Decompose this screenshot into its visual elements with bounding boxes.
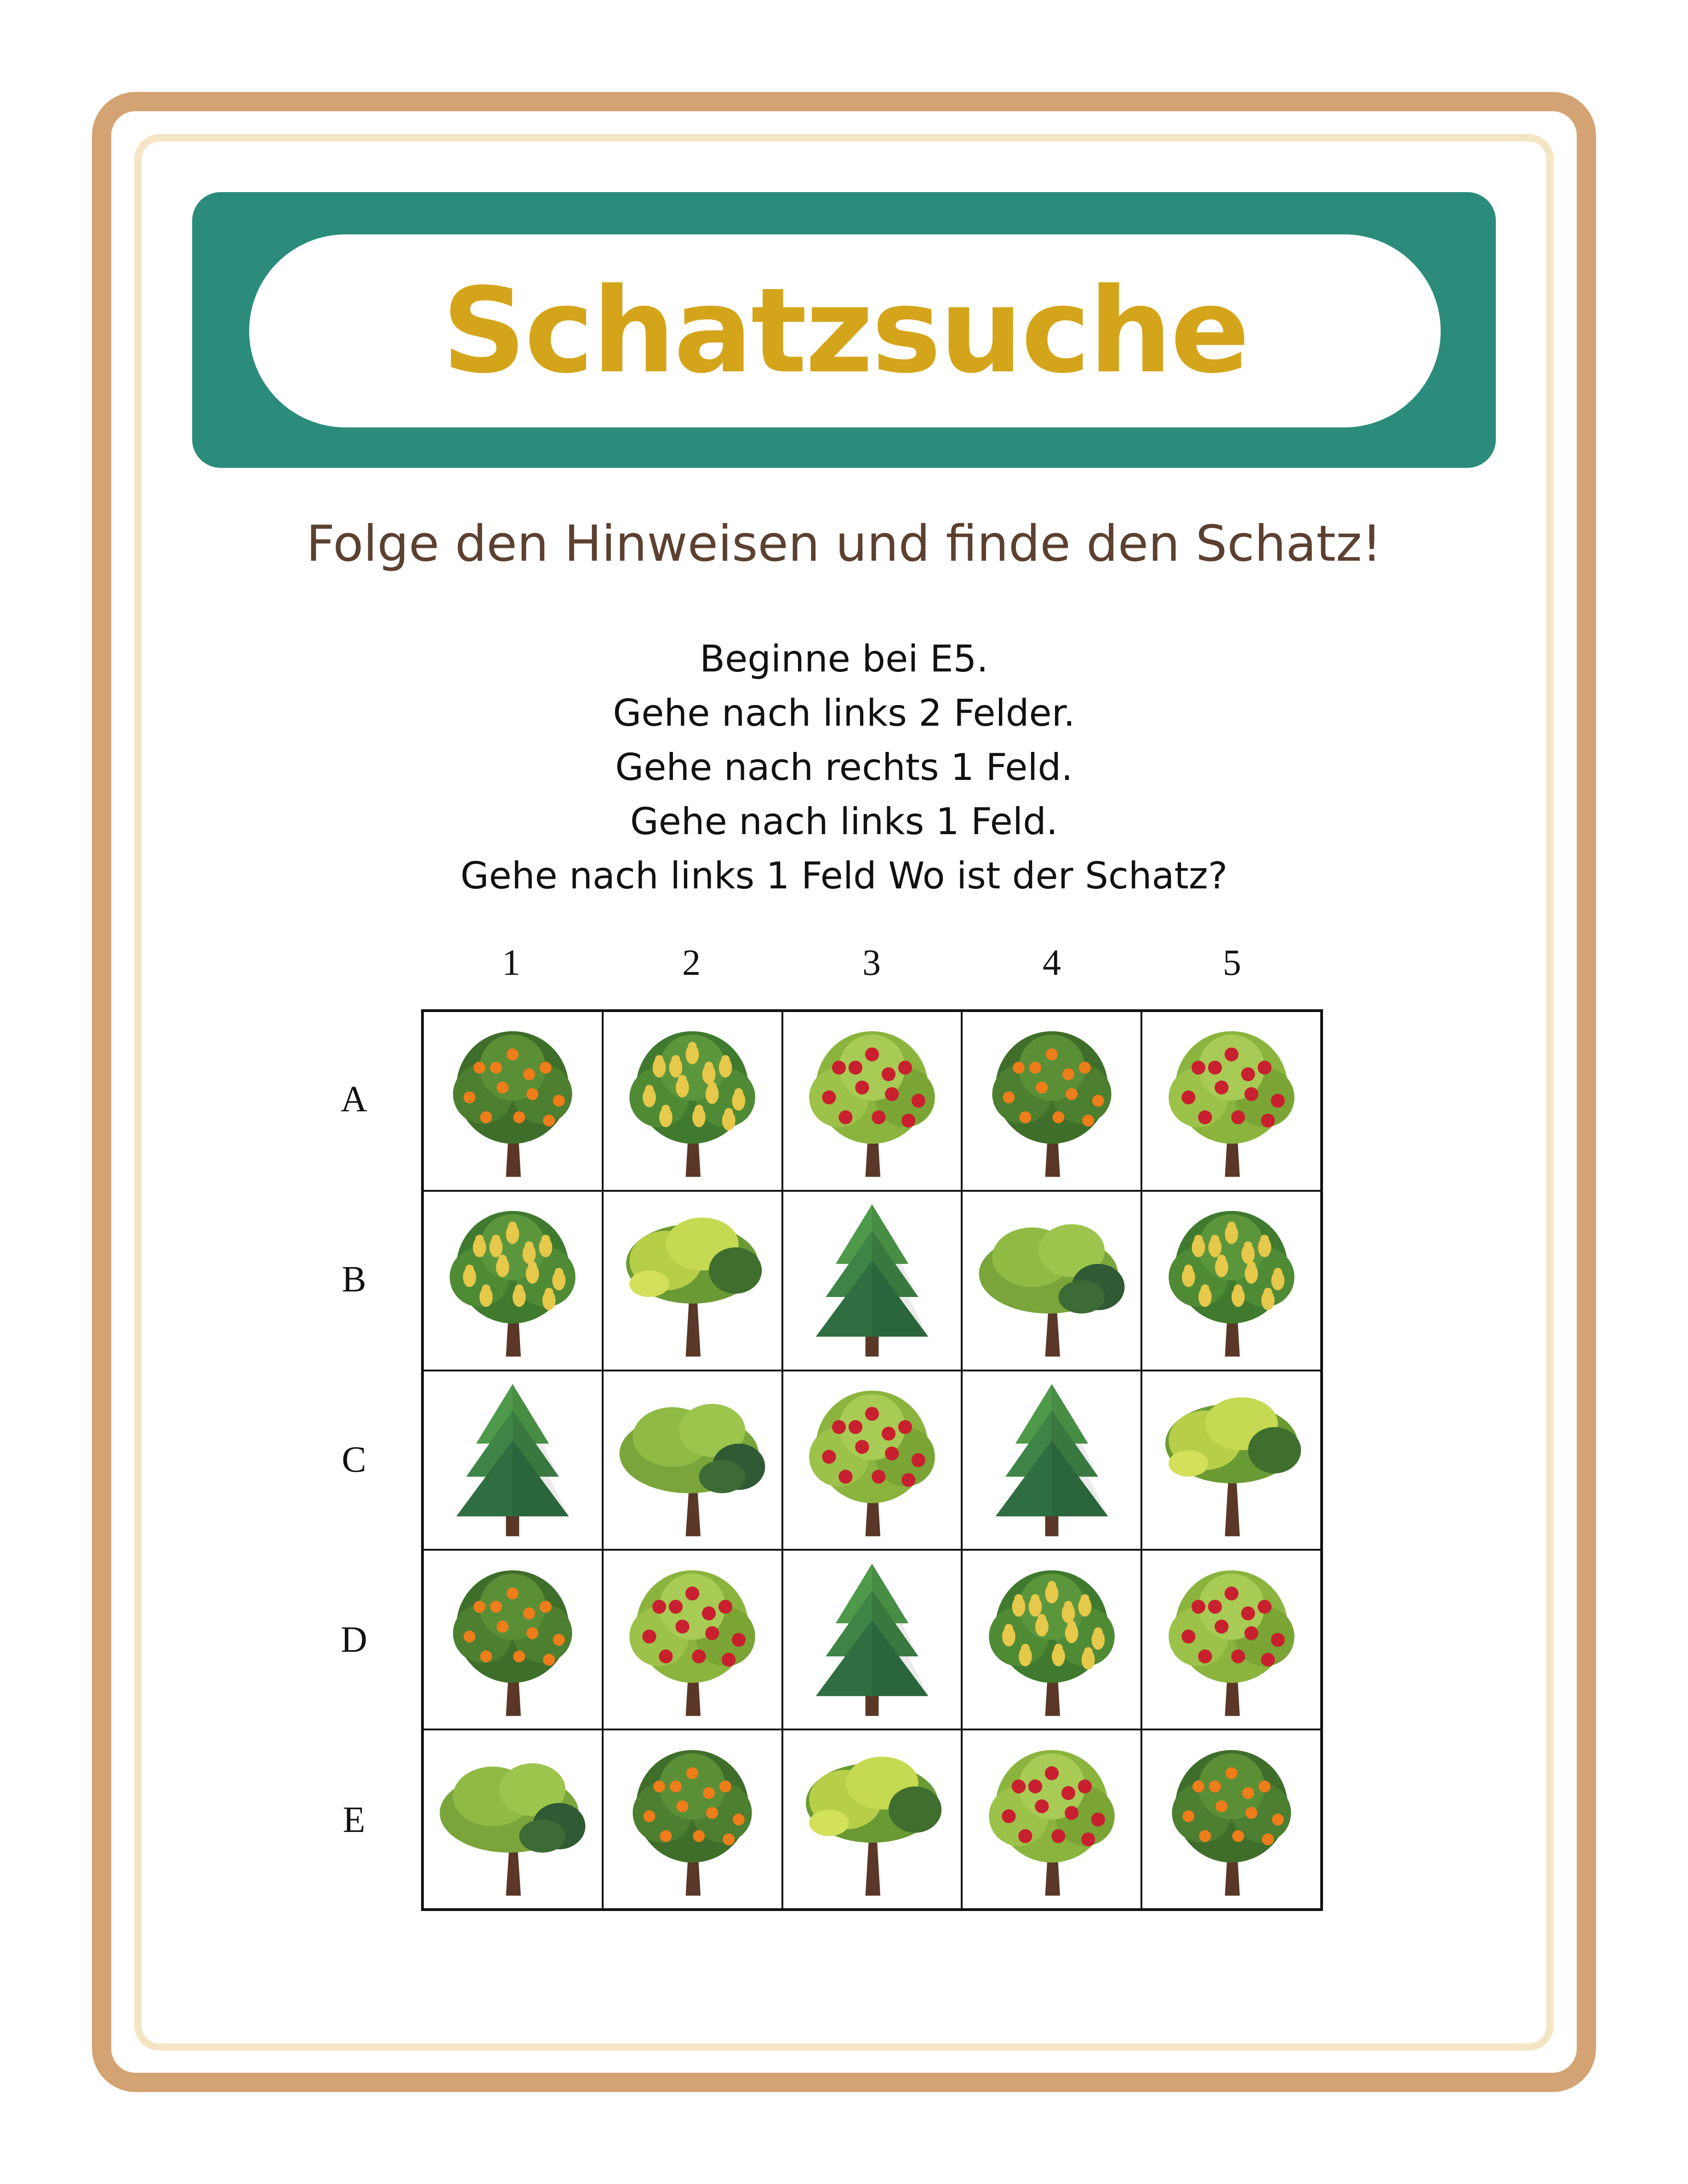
instruction-line: Gehe nach rechts 1 Feld. <box>615 746 1073 789</box>
grid-cell <box>962 1729 1141 1909</box>
fir-tree-icon <box>430 1377 595 1543</box>
grid-cell <box>782 1729 962 1909</box>
instruction-line: Beginne bei E5. <box>700 637 988 680</box>
grid-cell <box>603 1191 782 1371</box>
pear-tree-icon <box>430 1198 595 1363</box>
grid-cell <box>423 1550 603 1729</box>
column-label: 5 <box>1223 943 1241 983</box>
page-title: Schatzsuche <box>442 262 1248 399</box>
grid-cell <box>782 1371 962 1550</box>
column-label: 4 <box>1043 943 1061 983</box>
fir-tree-icon <box>789 1557 955 1723</box>
grid-cell <box>603 1371 782 1550</box>
grid-cell <box>603 1729 782 1909</box>
instruction-line: Gehe nach links 1 Feld. <box>630 800 1058 843</box>
apple-tree-icon <box>1149 1557 1314 1723</box>
bushy-tree-icon <box>430 1737 595 1902</box>
grid-cell <box>1141 1550 1321 1729</box>
leafy-tree-icon <box>1149 1377 1314 1543</box>
grid-cell <box>962 1011 1141 1191</box>
title-pill <box>249 234 1441 427</box>
column-label: 1 <box>502 943 520 983</box>
grid-cell <box>603 1550 782 1729</box>
grid-cell <box>423 1729 603 1909</box>
instruction-line: Gehe nach links 1 Feld Wo ist der Schatz? <box>460 854 1228 897</box>
leafy-tree-icon <box>610 1198 775 1363</box>
fir-tree-icon <box>789 1198 955 1363</box>
apple-tree-icon <box>610 1557 775 1723</box>
row-label: A <box>341 1079 367 1120</box>
apple-tree-icon <box>789 1018 955 1183</box>
grid-cell <box>782 1011 962 1191</box>
fir-tree-icon <box>969 1377 1135 1543</box>
subtitle: Folge den Hinweisen und finde den Schatz! <box>306 515 1382 573</box>
bushy-tree-icon <box>610 1377 775 1543</box>
treasure-grid <box>421 1009 1323 1911</box>
apple-tree-icon <box>969 1737 1135 1902</box>
grid-cell <box>782 1191 962 1371</box>
grid-cell <box>1141 1729 1321 1909</box>
grid-cell <box>1141 1191 1321 1371</box>
pear-tree-icon <box>610 1018 775 1183</box>
row-label: C <box>342 1439 366 1480</box>
column-label: 3 <box>862 943 881 983</box>
orange-tree-icon <box>969 1018 1135 1183</box>
orange-tree-icon <box>430 1018 595 1183</box>
grid-cell <box>962 1371 1141 1550</box>
bushy-tree-icon <box>969 1198 1135 1363</box>
leafy-tree-icon <box>789 1737 955 1902</box>
grid-cell <box>962 1550 1141 1729</box>
grid-cell <box>423 1011 603 1191</box>
row-label: B <box>342 1259 366 1300</box>
row-label: D <box>341 1620 367 1660</box>
orange-tree-icon <box>1149 1737 1314 1902</box>
grid-cell <box>782 1550 962 1729</box>
apple-tree-icon <box>1149 1018 1314 1183</box>
orange-tree-icon <box>610 1737 775 1902</box>
row-label: E <box>342 1800 365 1840</box>
grid-cell <box>423 1191 603 1371</box>
grid-cell <box>1141 1371 1321 1550</box>
grid-cell <box>1141 1011 1321 1191</box>
pear-tree-icon <box>969 1557 1135 1723</box>
orange-tree-icon <box>430 1557 595 1723</box>
instruction-line: Gehe nach links 2 Felder. <box>613 692 1075 734</box>
grid-cell <box>423 1371 603 1550</box>
grid-cell <box>962 1191 1141 1371</box>
pear-tree-icon <box>1149 1198 1314 1363</box>
instructions <box>0 632 1688 903</box>
grid-cell <box>603 1011 782 1191</box>
column-label: 2 <box>682 943 701 983</box>
apple-tree-icon <box>789 1377 955 1543</box>
